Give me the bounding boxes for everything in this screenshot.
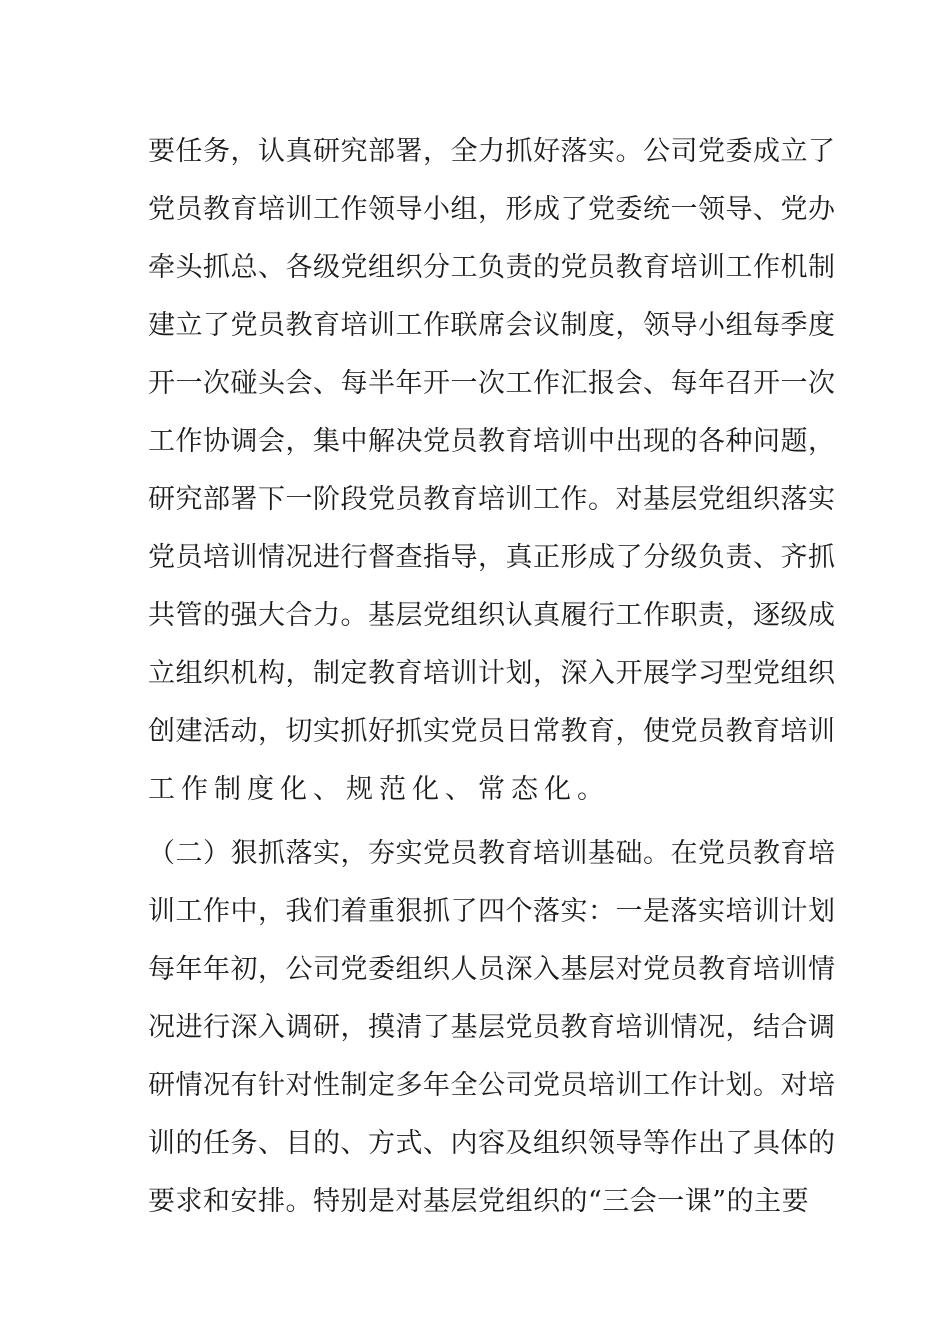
- text-line: 共管的强大合力。基层党组织认真履行工作职责，逐级成: [148, 600, 836, 631]
- text-line: 训工作中，我们着重狠抓了四个落实：一是落实培训计划: [148, 896, 836, 927]
- text-line: 党员教育培训工作领导小组，形成了党委统一领导、党办: [148, 194, 836, 225]
- text-line: 创建活动，切实抓好抓实党员日常教育，使党员教育培训: [148, 716, 836, 747]
- text-line: 研情况有针对性制定多年全公司党员培训工作计划。对培: [148, 1070, 836, 1101]
- text-line: 开一次碰头会、每半年开一次工作汇报会、每年召开一次: [148, 368, 836, 399]
- text-line: 每年年初，公司党委组织人员深入基层对党员教育培训情: [148, 954, 836, 985]
- text-line: 研究部署下一阶段党员教育培训工作。对基层党组织落实: [148, 484, 836, 515]
- text-line: 党员培训情况进行督查指导，真正形成了分级负责、齐抓: [148, 542, 836, 573]
- text-line: 立组织机构，制定教育培训计划，深入开展学习型党组织: [148, 658, 836, 689]
- text-line: 工作制度化、规范化、常态化。: [148, 774, 610, 805]
- text-line: （二）狠抓落实，夯实党员教育培训基础。在党员教育培: [148, 838, 836, 869]
- text-line: 要求和安排。特别是对基层党组织的“三会一课”的主要: [148, 1186, 810, 1217]
- text-line: 工作协调会，集中解决党员教育培训中出现的各种问题，: [148, 426, 836, 457]
- text-line: 牵头抓总、各级党组织分工负责的党员教育培训工作机制: [148, 252, 836, 283]
- text-line: 要任务，认真研究部署，全力抓好落实。公司党委成立了: [148, 136, 836, 167]
- text-line: 况进行深入调研，摸清了基层党员教育培训情况，结合调: [148, 1012, 836, 1043]
- text-line: 训的任务、目的、方式、内容及组织领导等作出了具体的: [148, 1128, 836, 1159]
- text-line: 建立了党员教育培训工作联席会议制度，领导小组每季度: [148, 310, 836, 341]
